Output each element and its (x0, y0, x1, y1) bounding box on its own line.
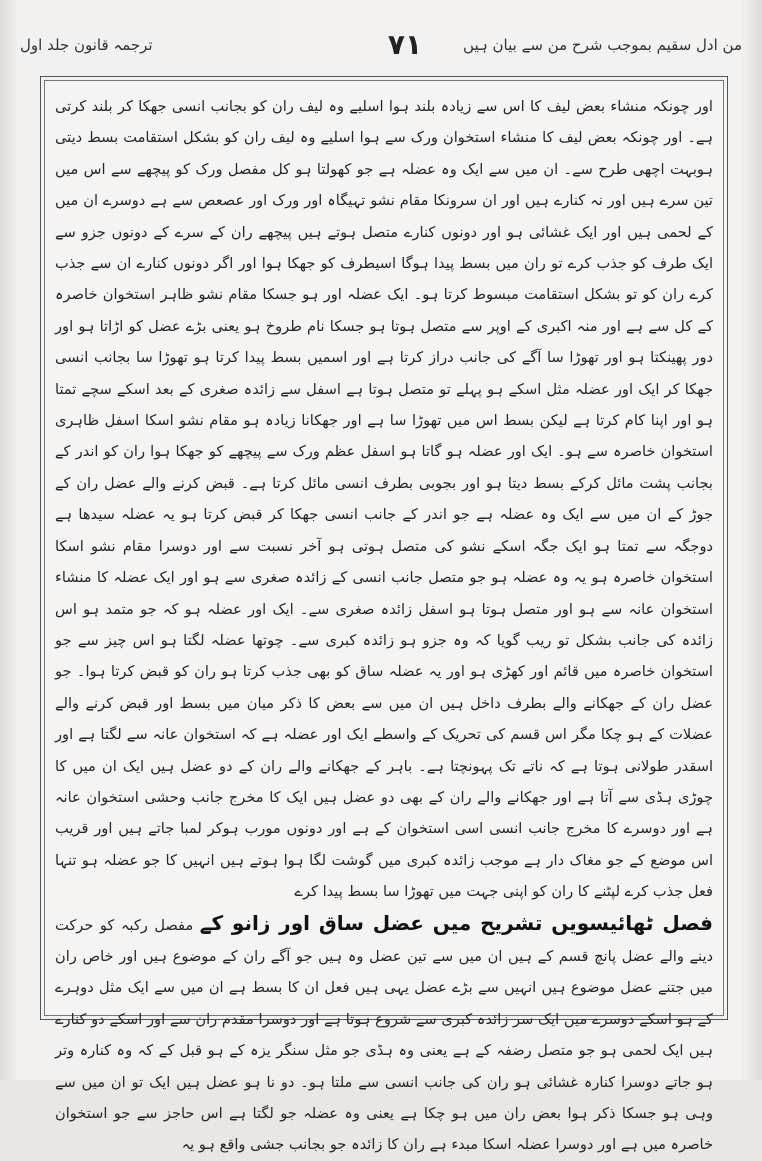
body-paragraph: مفصل رکبہ کو حرکت دینے والے عضل پانچ قسم کے ہیں ان میں سے تین عضل وہ ہیں جو آگے ران کے موضوع ہیں اور خاص ران میں جتنے عضل موضوع ہیں انہیں سے بڑے عضل یہی ہیں فعل ان کا بسط ہے ان میں سے ایک مثل دوہرے کے ہو اسکے دوسرے میں ایک سر زائدہ کبری سے شروع ہوتا ہے اور دوسرا مقدم ران سے اور اسکے دو کنارے ہیں ایک لحمی ہو جو متصل رضفہ کے ہے یعنی وہ ہڈی جو مثل سنگر یزہ کے ہو قبل کے کہ وہ کنارہ وتر ہو جاتے دوسرا کنارہ غشائی ہو ران کی جانب انسی سے ملتا ہو۔ دو نا ہو عضل ہیں ایک تو ان میں سے وہی ہو جسکا ذکر ہوا بعض ران میں ہو چکا ہے یعنی وہ عضلہ جو لگتا ہے اس حاجز سے جو استخوان خاصرہ میں ہے اور دوسرا عضلہ اسکا مبدء ہے ران کا زائدہ جو بجانب جشی واقع ہو یہ (55, 916, 713, 1154)
running-header (20, 28, 742, 68)
page-body (55, 91, 713, 1154)
section-heading: فصل ٹھائیسویں تشریح میں عضل ساق اور زانو کے (199, 910, 713, 935)
text-frame (40, 76, 728, 1154)
running-header-right: من ادل سقیم بموجب شرح من سے بیان ہیں (463, 36, 742, 54)
running-header-left: ترجمہ قانون جلد اول (20, 36, 153, 54)
body-paragraph: اور چونکہ منشاء بعض لیف کا اس سے زیادہ بلند ہوا اسلیے وہ لیف ران کو بجانب انسی جھکا کر بلند کرتی ہے۔ اور چونکہ بعض لیف کا منشاء استخوان ورک سے ہوا اسلیے وہ لیف ران کو بشکل استقامت بسط دیتی ہوبہت اچھی طرح سے۔ ان میں سے ایک وہ عضلہ ہے جو کھولتا ہو کل مفصل ورک کو پیچھے سے اس میں تین سرے ہیں اور نہ کنارے ہیں اور ان سرونکا مقام نشو تہیگاہ اور ورک اور عصعص سے ہے دوسرے ان میں کے لحمی ہیں اور ایک غشائی ہو اور دونوں کنارے متصل ہوتے ہیں پیچھے ران کے سرے کے دونوں جزو سے ایک طرف کو جذب کرے تو ران میں بسط پیدا ہوگا اسیطرف کو جھکا ہوا اور اگر دونوں کنارے ان سے جذب کرے ران کو تو بشکل استقامت مبسوط کرتا ہو۔ ایک عضلہ اور ہو جسکا مقام نشو ظاہر استخوان خاصرہ کے کل سے ہے اور منہ اکبری کے اوپر سے متصل ہوتا ہو جسکا نام طروخ ہو یعنی بڑے عضل کو اڑاتا ہو اور دور پھینکتا ہو اور تھوڑا سا آگے کی جانب دراز کرتا ہے اور اسمیں بسط پیدا کرتا ہو تھوڑا سا بجانب انسی جھکا کر ایک اور عضلہ مثل اسکے ہو پہلے تو متصل ہوتا ہے اسفل سے زائدہ صغری کے بعد اسکے سچے تمتا ہو اور اپنا کام کرتا ہے لیکن بسط اس میں تھوڑا سا ہے اور جھکانا زیادہ ہو مقام نشو اسکا اسفل ظاہری استخوان خاصرہ سے ہو۔ ایک اور عضلہ ہو گاتا ہو اسفل عظم ورک سے پیچھے کو جھکا ہوا ران کو اندر کے بجانب پشت مائل کرکے بسط دیتا ہو اور بجوبی بطرف انسی مائل کرتا ہے۔ قبض کرنے والے عضل ران کے جوڑ کے ان میں سے ایک وہ عضلہ ہے جو اندر کے جانب انسی جھکا کر قبض کرتا ہو یہ عضلہ سیدھا ہے دوجگہ سے تمتا ہو ایک جگہ اسکے نشو کی متصل ہوتی ہو آخر نسبت سے اور دوسرا مقام نشو اسکا استخوان خاصرہ ہو یہ وہ عضلہ ہو جو متصل جانب انسی کے زائدہ صغری سے ہو اور ایک عضلہ کا منشاء استخوان عانہ سے ہو اور متصل ہوتا ہو اسفل زائدہ صغری سے۔ ایک اور عضلہ ہو کہ جو متمد ہو اس زائدہ کی جانب بشکل تو ریب گویا کہ وہ جزو ہو زائدہ کبری سے۔ چوتھا عضلہ لگتا ہو اس چیز سے جو استخوان خاصرہ میں قائم اور کھڑی ہو اور یہ عضلہ ساق کو بھی جذب کرتا ہو ران کو قبض کرتا ہوا۔ جو عضل ران کے جھکانے والے بطرف داخل ہیں ان میں سے بعض کا ذکر میان میں بسط اور قبض کرنے والے عضلات کے ہو چکا مگر اس قسم کی تحریک کے واسطے ایک اور عضلہ ہے کہ استخوان عانہ سے لگتا ہے اور اسقدر طولانی ہوتا ہے کہ ناتے تک پہونچتا ہے۔ باہر کے جھکانے والے ران کے دو عضل ہیں ایک ان میں کا چوڑی ہڈی سے آتا ہے اور جھکانے والے ران کے بھی دو عضل ہیں ایک کا مخرج جانب وحشی استخوان عانہ ہے اور دوسرے کا مخرج جانب انسی اسی استخوان کے ہے اور دونوں مورب ہوکر لمبا جاتے ہیں اور قریب اس موضع کے جو مغاک دار ہے موجب زائدہ کبری میں گوشت لگا ہوا ہوتے ہیں انہیں کا جو عضلہ ہو تنہا فعل جذب کرے لپٹنے کا ران کو اپنی جہت میں تھوڑا سا بسط پیدا کرے (55, 98, 713, 901)
page-number: ۷۱ (387, 28, 423, 61)
